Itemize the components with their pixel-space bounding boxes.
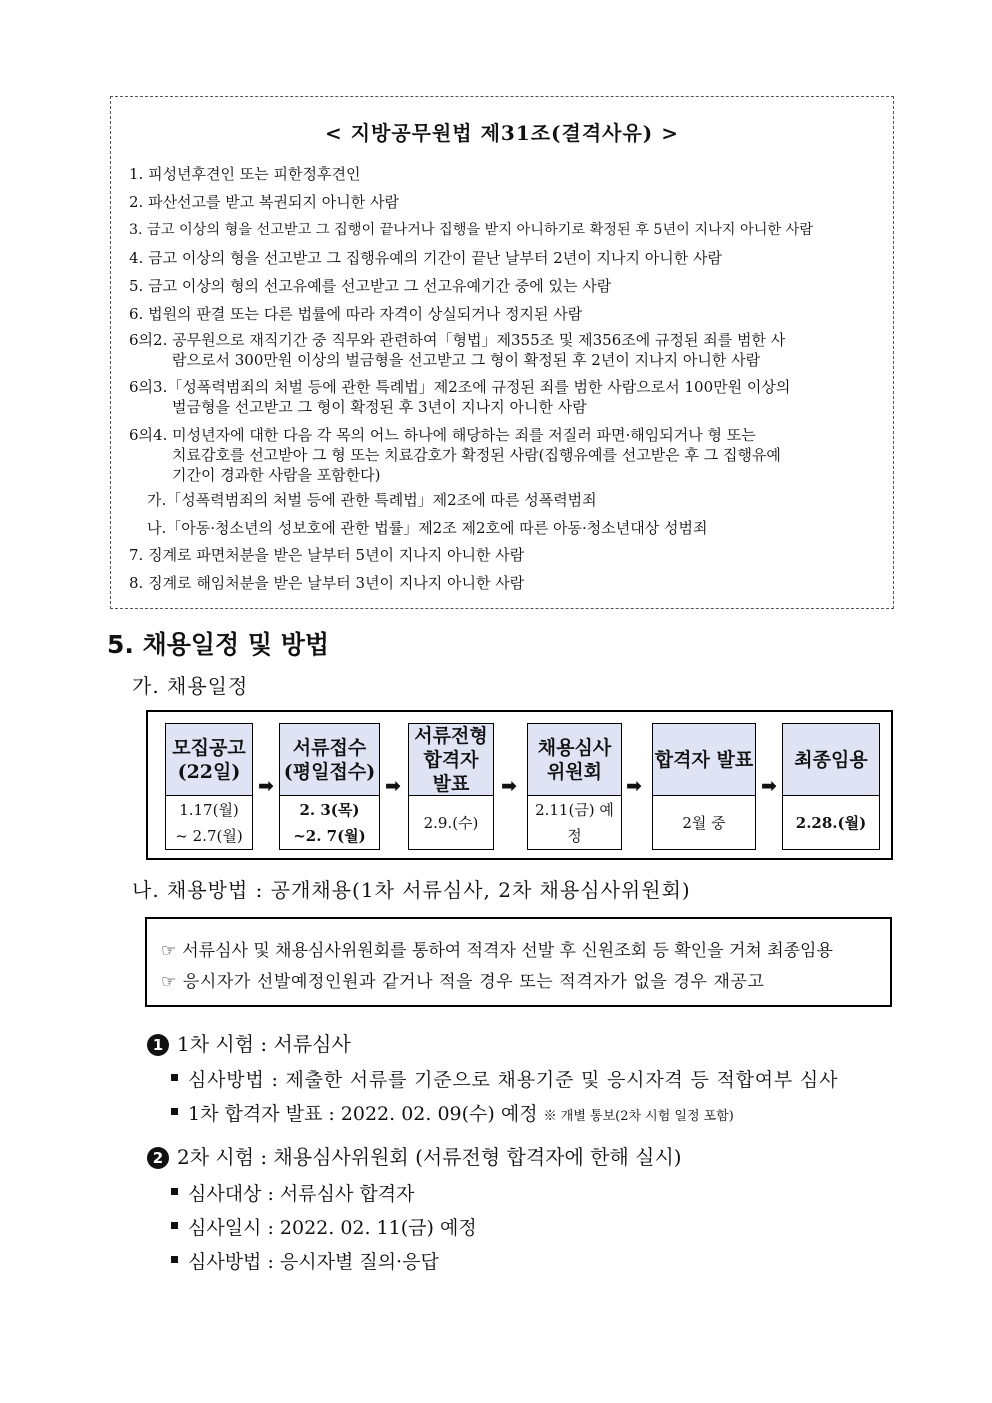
method-heading: 나. 채용방법 : 공개채용(1차 서류심사, 2차 채용심사위원회) bbox=[132, 878, 691, 902]
exam1-bullet-method bbox=[171, 1065, 838, 1092]
pointing-hand-icon: ☞ bbox=[161, 941, 177, 961]
square-bullet-icon bbox=[171, 1188, 178, 1195]
law-item-5: 5. 금고 이상의 형의 선고유예를 선고받고 그 선고유예기간 중에 있는 사람 bbox=[129, 277, 612, 295]
section-title: 5. 채용일정 및 방법 bbox=[107, 630, 330, 659]
law-item-6-2-line1: 6의2. 공무원으로 재직기간 중 직무와 관련하여「형법」제355조 및 제356조에 규정된 죄를 범한 사 bbox=[129, 331, 786, 349]
notice-text: 응시자가 선발예정인원과 같거나 적을 경우 또는 적격자가 없을 경우 재공고 bbox=[182, 972, 765, 992]
notice-box bbox=[145, 917, 892, 1007]
exam2-heading-text: 2차 시험 : 채용심사위원회 (서류전형 합격자에 한해 실시) bbox=[177, 1145, 682, 1169]
step-date: 2.11(금) 예정 bbox=[527, 795, 622, 850]
law-item-6-4-na: 나.「아동·청소년의 성보호에 관한 법률」제2조 제2호에 따른 아동·청소년대상 성범죄 bbox=[147, 519, 708, 537]
law-item-6: 6. 법원의 판결 또는 다른 법률에 따라 자격이 상실되거나 정지된 사람 bbox=[129, 305, 583, 323]
step-title: 모집공고 (22일) bbox=[165, 723, 253, 796]
exam1-heading-text: 1차 시험 : 서류심사 bbox=[177, 1032, 351, 1056]
notice-text: 서류심사 및 채용심사위원회를 통하여 적격자 선발 후 신원조회 등 확인을 거쳐 최종임용 bbox=[182, 941, 833, 961]
law-item-6-2-line2: 람으로서 300만원 이상의 벌금형을 선고받고 그 형이 확정된 후 2년이 지나지 아니한 사람 bbox=[172, 351, 761, 369]
bullet-text: 심사방법 : 응시자별 질의·응답 bbox=[188, 1251, 439, 1273]
step-date: 1.17(월) ~ 2.7(월) bbox=[165, 795, 253, 850]
exam2-bullet-method bbox=[171, 1247, 439, 1274]
schedule-heading: 가. 채용일정 bbox=[132, 674, 249, 698]
arrow-right-icon: ➡ bbox=[258, 775, 274, 797]
law-item-7: 7. 징계로 파면처분을 받은 날부터 5년이 지나지 아니한 사람 bbox=[129, 546, 525, 564]
square-bullet-icon bbox=[171, 1074, 178, 1081]
step-title: 합격자 발표 bbox=[652, 723, 756, 796]
law-item-6-3-line1: 6의3.「성폭력범죄의 처벌 등에 관한 특례법」제2조에 규정된 죄를 범한 사람으로서 100만원 이상의 bbox=[129, 378, 791, 396]
step-title: 최종임용 bbox=[782, 723, 880, 796]
notice-line-1 bbox=[161, 936, 833, 961]
step-title: 채용심사 위원회 bbox=[527, 723, 622, 796]
exam2-bullet-datetime bbox=[171, 1213, 477, 1240]
number-1-icon: 1 bbox=[147, 1034, 169, 1056]
step-title: 서류접수 (평일접수) bbox=[279, 723, 380, 796]
schedule-flow bbox=[146, 710, 893, 860]
step-date: 2.28.(월) bbox=[782, 795, 880, 850]
notice-line-2 bbox=[161, 967, 765, 992]
exam1-heading bbox=[147, 1028, 351, 1057]
number-2-icon: 2 bbox=[147, 1147, 169, 1169]
law-item-3: 3. 금고 이상의 형을 선고받고 그 집행이 끝나거나 집행을 받지 아니하기로 확정된 후 5년이 지나지 아니한 사람 bbox=[129, 222, 814, 238]
law-item-2: 2. 파산선고를 받고 복권되지 아니한 사람 bbox=[129, 193, 399, 211]
law-item-6-2 bbox=[129, 330, 879, 370]
exam1-note: ※ 개별 통보(2차 시험 일정 포함) bbox=[543, 1109, 734, 1124]
law-item-8: 8. 징계로 해임처분을 받은 날부터 3년이 지나지 아니한 사람 bbox=[129, 574, 525, 592]
step-date: 2. 3(목) ~2. 7(월) bbox=[279, 795, 380, 850]
law-item-6-4-line3: 기간이 경과한 사람을 포함한다) bbox=[172, 466, 381, 484]
arrow-right-icon: ➡ bbox=[385, 775, 401, 797]
arrow-right-icon: ➡ bbox=[501, 775, 517, 797]
bullet-text: 심사방법 : 제출한 서류를 기준으로 채용기준 및 응시자격 등 적합여부 심사 bbox=[188, 1069, 839, 1091]
law-item-6-4-ga: 가.「성폭력범죄의 처벌 등에 관한 특례법」제2조에 따른 성폭력범죄 bbox=[147, 491, 597, 509]
step-title: 서류전형 합격자 발표 bbox=[408, 723, 494, 796]
law-item-6-4-line2: 치료감호를 선고받아 그 형 또는 치료감호가 확정된 사람(집행유예를 선고받은 후 그 집행유예 bbox=[172, 446, 781, 464]
exam2-bullet-target bbox=[171, 1179, 414, 1206]
step-date: 2월 중 bbox=[652, 795, 756, 850]
law-item-6-3-line2: 벌금형을 선고받고 그 형이 확정된 후 3년이 지나지 아니한 사람 bbox=[172, 398, 587, 416]
square-bullet-icon bbox=[171, 1222, 178, 1229]
law-item-6-4-line1: 6의4. 미성년자에 대한 다음 각 목의 어느 하나에 해당하는 죄를 저질러 파면·해임되거나 형 또는 bbox=[129, 426, 756, 444]
law-item-6-3 bbox=[129, 377, 879, 417]
square-bullet-icon bbox=[171, 1108, 178, 1115]
bullet-text: 심사대상 : 서류심사 합격자 bbox=[188, 1183, 415, 1205]
law-item-4: 4. 금고 이상의 형을 선고받고 그 집행유예의 기간이 끝난 날부터 2년이 지나지 아니한 사람 bbox=[129, 249, 722, 267]
bullet-text: 1차 합격자 발표 : 2022. 02. 09(수) 예정 bbox=[188, 1103, 538, 1125]
square-bullet-icon bbox=[171, 1256, 178, 1263]
exam1-bullet-announcement bbox=[171, 1099, 734, 1126]
law-excerpt-box bbox=[110, 96, 894, 609]
exam2-heading bbox=[147, 1141, 682, 1170]
arrow-right-icon: ➡ bbox=[626, 775, 642, 797]
bullet-text: 심사일시 : 2022. 02. 11(금) 예정 bbox=[188, 1217, 477, 1239]
law-item-1: 1. 피성년후견인 또는 피한정후견인 bbox=[129, 165, 361, 183]
pointing-hand-icon: ☞ bbox=[161, 972, 177, 992]
arrow-right-icon: ➡ bbox=[761, 775, 777, 797]
law-item-6-4 bbox=[129, 425, 879, 485]
step-date: 2.9.(수) bbox=[408, 795, 494, 850]
law-title: < 지방공무원법 제31조(결격사유) > bbox=[324, 121, 679, 145]
